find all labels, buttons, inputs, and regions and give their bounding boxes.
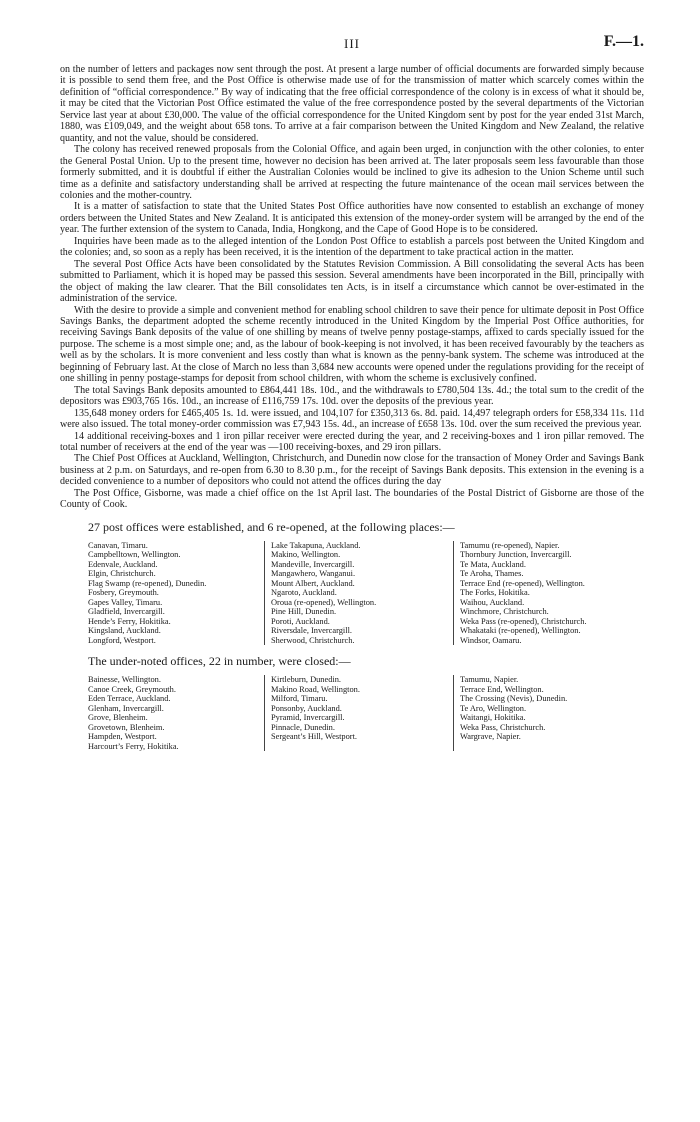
list-item: Mandeville, Invercargill.: [271, 559, 355, 569]
list-item: Ngaroto, Auckland.: [271, 588, 337, 598]
list-item: Sherwood, Christchurch.: [271, 635, 355, 645]
list-item: Harcourt’s Ferry, Hokitika.: [88, 741, 179, 751]
list-item: Makino Road, Wellington.: [271, 684, 360, 694]
list-item: Wargrave, Napier.: [460, 732, 521, 742]
paragraph-gisborne: The Post Office, Gisborne, was made a chief office on the 1st April last. The boundaries of the Postal District of Gisborne are those of the County of Cook.: [60, 487, 644, 511]
list-item: Grove, Blenheim.: [88, 713, 148, 723]
established-column-1: [88, 541, 264, 646]
list-item: Pine Hill, Dunedin.: [271, 607, 337, 617]
paragraph-school-savings: With the desire to provide a simple and convenient method for enabling school children to save their pence for ultimate deposit in Post Office Savings Banks, the department adopted the scheme recently introduced in the United Kingdom by the Imperial Post Office authorities, for receiving Savings Bank deposits of the value of one shilling by means of twelve penny postage-stamps, affixed to cards specially issued for the purpose. The scheme is a most simple one; and, as the labour of book-keeping is not involved, it has been received favourably by the teachers as well as by the scholars. It is more convenient and less costly than what is known as the penny-bank system. The scheme was introduced at the beginning of February last. At the close of March no less than 3,684 new accounts were opened under the regulations providing for the receipt of one shilling in penny postage-stamps for deposit from school children, with whom the scheme is exclusively confined.: [60, 304, 644, 385]
list-item: Whakataki (re-opened), Wellington.: [460, 626, 581, 636]
list-item: Waitangi, Hokitika.: [460, 713, 526, 723]
list-item: Terrace End, Wellington.: [460, 684, 544, 694]
list-item: Waihou, Auckland.: [460, 597, 525, 607]
list-item: Longford, Westport.: [88, 635, 156, 645]
list-item: Eden Terrace, Auckland.: [88, 694, 171, 704]
list-item: Te Mata, Auckland.: [460, 559, 526, 569]
list-item: The Crossing (Nevis), Dunedin.: [460, 694, 568, 704]
closed-column-2: [264, 675, 453, 751]
list-item: Te Aroha, Thames.: [460, 569, 524, 579]
paragraph-post-office-acts: The several Post Office Acts have been consolidated by the Statutes Revision Commission. A Bill consolidating the several Acts has been submitted to Parliament, which it is hoped may be passed this session. Several amendments have been incorporated in the Bill, principally with the object of making the law clearer. That the Bill consolidates ten Acts, is in itself a circumstance which cannot be over-estimated in the administration of the service.: [60, 258, 644, 305]
list-item: Thornbury Junction, Invercargill.: [460, 550, 572, 560]
page-header: [60, 33, 644, 56]
established-intro: 27 post offices were established, and 6 re-opened, at the following places:—: [88, 519, 455, 534]
list-item: Mangawhero, Wanganui.: [271, 569, 356, 579]
list-item: Grovetown, Blenheim.: [88, 722, 165, 732]
list-item: Gapes Valley, Timaru.: [88, 597, 163, 607]
list-item: Windsor, Oamaru.: [460, 635, 522, 645]
list-item: Pyramid, Invercargill.: [271, 713, 345, 723]
closed-column-3: [453, 675, 642, 751]
list-item: Weka Pass (re-opened), Christchurch.: [460, 616, 587, 626]
established-column-2: [264, 541, 453, 646]
page-number: III: [344, 36, 360, 51]
report-body: [60, 64, 644, 751]
established-list: [88, 541, 644, 646]
list-item: Makino, Wellington.: [271, 550, 341, 560]
list-item: Lake Takapuna, Auckland.: [271, 540, 361, 550]
closed-column-1: [88, 675, 264, 751]
list-item: Mount Albert, Auckland.: [271, 578, 355, 588]
list-item: Weka Pass, Christchurch.: [460, 722, 546, 732]
list-item: Winchmore, Christchurch.: [460, 607, 549, 617]
paragraph-letters-continued: on the number of letters and packages now sent through the post. At present a large number of official documents are forwarded simply because it is possible to send them free, and the Post Office is otherwise made use of for the transmission of matter which scarcely comes within the definition of “official correspondence.” By way of indicating that the free official correspondence of the colony is in excess of what it should be, it may be cited that the Victorian Post Office estimated the value of the free correspondence posted by the several departments of the Victorian Service last year at about £30,000. The value of the official correspondence for the United Kingdom sent by post for the year ended 31st March, 1880, was £109,049, and the weight about 658 tons. To arrive at a fair comparison between the United Kingdom and New Zealand, the relative quantity, and not the value, should be considered.: [60, 64, 644, 144]
list-item: Pinnacle, Dunedin.: [271, 722, 335, 732]
list-item: Milford, Timaru.: [271, 694, 328, 704]
established-column-3: [453, 541, 642, 646]
list-item: Ponsonby, Auckland.: [271, 703, 342, 713]
list-item: Edenvale, Auckland.: [88, 559, 158, 569]
list-item: Sergeant’s Hill, Westport.: [271, 732, 358, 742]
list-item: Hende’s Ferry, Hokitika.: [88, 616, 171, 626]
list-item: Te Aro, Wellington.: [460, 703, 527, 713]
list-item: Tamumu (re-opened), Napier.: [460, 540, 560, 550]
paragraph-money-orders-usa: It is a matter of satisfaction to state that the United States Post Office authorities have now consented to establish an exchange of money orders between the United States and New Zealand. It is anticipated this extension of the money-order system will be arranged by the end of the year. The further extension of the system to Canada, India, Hongkong, and the Cape of Good Hope is to be considered.: [60, 201, 644, 236]
list-item: Kingsland, Auckland.: [88, 626, 161, 636]
list-item: Fosbery, Greymouth.: [88, 588, 159, 598]
list-item: The Forks, Hokitika.: [460, 588, 530, 598]
list-item: Elgin, Christchurch.: [88, 569, 156, 579]
list-item: Poroti, Auckland.: [271, 616, 330, 626]
list-item: Riversdale, Invercargill.: [271, 626, 353, 636]
list-item: Tamumu, Napier.: [460, 675, 519, 685]
list-item: Canoe Creek, Greymouth.: [88, 684, 176, 694]
list-item: Campbelltown, Wellington.: [88, 550, 181, 560]
list-item: Kirtleburn, Dunedin.: [271, 675, 342, 685]
paragraph-receiving-boxes: 14 additional receiving-boxes and 1 iron pillar receiver were erected during the year, and 2 receiving-boxes and 1 iron pillar removed. The total number of receivers at the end of the year was —100 receiving-boxes, and 29 iron pillars.: [60, 430, 644, 453]
list-item: Glenham, Invercargill.: [88, 703, 164, 713]
list-item: Gladfield, Invercargill.: [88, 607, 165, 617]
list-item: Bainesse, Wellington.: [88, 675, 161, 685]
paragraph-money-order-stats: 135,648 money orders for £465,405 1s. 1d. were issued, and 104,107 for £350,313 6s. 8d. paid. 14,497 telegraph orders for £58,334 11s. 11d were also issued. The total money-order commission was £7,943 15s. 4d., an increase of £658 13s. 10d. over the sum received the previous year.: [60, 407, 644, 431]
list-item: Terrace End (re-opened), Wellington.: [460, 578, 585, 588]
list-item: Oroua (re-opened), Wellington.: [271, 597, 377, 607]
paragraph-savings-deposits: The total Savings Bank deposits amounted to £864,441 18s. 10d., and the withdrawals to £780,504 13s. 4d.; the total sum to the credit of the depositors was £903,765 16s. 10d., an increase of £116,759 17s. 10d. over the deposits of the previous year.: [60, 384, 644, 408]
document-code: F.—1.: [603, 33, 644, 50]
list-item: Canavan, Timaru.: [88, 540, 148, 550]
closed-intro: The under-noted offices, 22 in number, were closed:—: [88, 654, 351, 669]
closed-list: [88, 675, 644, 751]
list-item: Hampden, Westport.: [88, 732, 157, 742]
paragraph-chief-offices-hours: The Chief Post Offices at Auckland, Wellington, Christchurch, and Dunedin now close for the transaction of Money Order and Savings Bank business at 2 p.m. on Saturdays, and re-open from 6.30 to 8.30 p.m., for the receipt of Savings Bank deposits. This extension in the evening is a decided convenience to a number of depositors who could not attend the offices during the day: [60, 453, 644, 488]
list-item: Flag Swamp (re-opened), Dunedin.: [88, 578, 207, 588]
paragraph-parcels-post: Inquiries have been made as to the alleged intention of the London Post Office to establish a parcels post between the United Kingdom and the colonies; and, so soon as a reply has been received, it is the intention of the department to take practical action in the matter.: [60, 235, 644, 259]
paragraph-postal-union: The colony has received renewed proposals from the Colonial Office, and again been urged, in conjunction with the other colonies, to enter the General Postal Union. Up to the present time, however no decision has been arrived at. The later proposals seem less favourable than those formerly submitted, and it is doubtful if either the Australian Colonies would be inclined to give its adhesion to the Union Scheme until such time as a definite and satisfactory understanding shall be arrived at respecting the future maintenance of the ocean mail services between the colonies and the mother-country.: [60, 144, 644, 201]
